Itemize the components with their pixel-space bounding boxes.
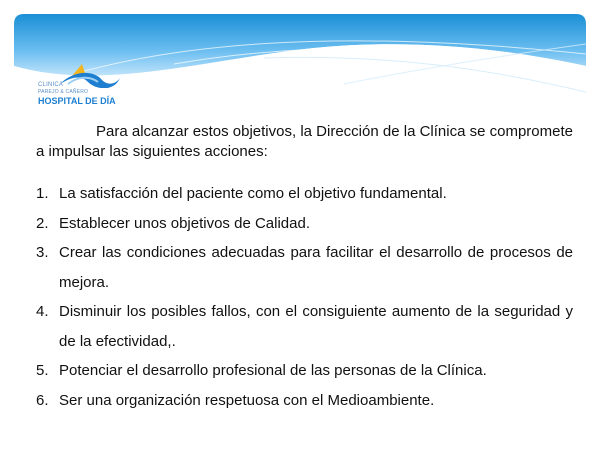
- list-item: [36, 179, 573, 209]
- logo-line1: CLINICA: [38, 82, 64, 88]
- list-item-number: 1.: [36, 185, 49, 202]
- list-item-number: 5.: [36, 362, 49, 379]
- logo-line2: PAREJO & CAÑERO: [38, 89, 89, 95]
- list-item-number: 3.: [36, 244, 49, 261]
- list-item-number: 2.: [36, 214, 49, 232]
- list-item-text: Establecer unos objetivos de Calidad.: [59, 214, 310, 232]
- logo-wave-icon: [58, 62, 122, 88]
- clinic-logo: [30, 62, 140, 110]
- list-item-number: 6.: [36, 391, 49, 409]
- logo-hospital-name: HOSPITAL DE DÍA: [38, 96, 116, 106]
- list-item-text: Crear las condiciones adecuadas para facilitar el desarrollo de procesos de mejora.: [59, 244, 573, 291]
- intro-paragraph: Para alcanzar estos objetivos, la Dirección de la Clínica se compromete a impulsar las siguientes acciones:: [36, 123, 573, 160]
- list-item-text: Ser una organización respetuosa con el Medioambiente.: [59, 391, 435, 409]
- list-item-text: Disminuir los posibles fallos, con el consiguiente aumento de la seguridad y de la efectividad,.: [59, 303, 573, 350]
- actions-list: [36, 179, 573, 415]
- list-item-number: 4.: [36, 303, 49, 320]
- list-item: [36, 209, 573, 239]
- list-item: [36, 297, 573, 356]
- list-item: [36, 356, 573, 386]
- slide-content: [36, 122, 573, 415]
- list-item: [36, 238, 573, 297]
- list-item: [36, 386, 573, 416]
- list-item-text: Potenciar el desarrollo profesional de las personas de la Clínica.: [59, 362, 487, 379]
- list-item-text: La satisfacción del paciente como el objetivo fundamental.: [59, 185, 447, 202]
